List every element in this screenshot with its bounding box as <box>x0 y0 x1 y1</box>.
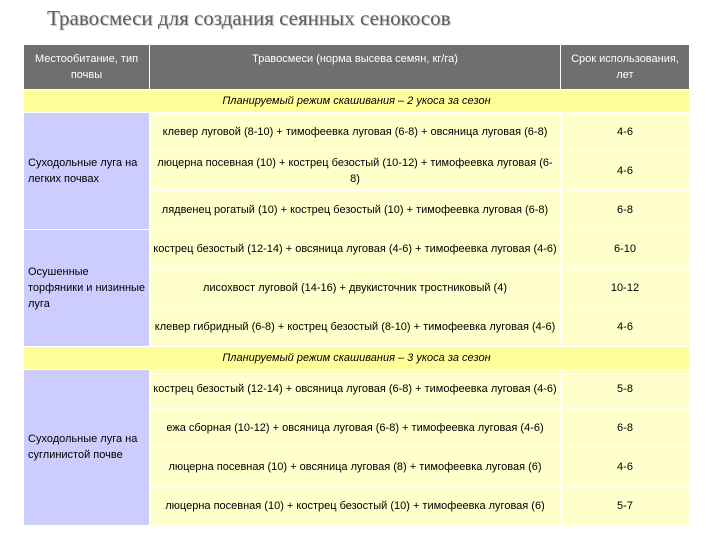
grass-mixtures-table <box>23 44 689 526</box>
mixture-cell: клевер луговой (8-10) + тимофеевка луговая (6-8) + овсяница луговая (6-8) <box>150 112 561 151</box>
habitat-cell: Осушенные торфяники и низинные луга <box>24 229 150 346</box>
mixture-cell: кострец безостый (12-14) + овсяница луговая (6-8) + тимофеевка луговая (4-6) <box>150 369 561 408</box>
term-cell: 6-8 <box>561 408 690 447</box>
term-cell: 5-7 <box>561 486 690 525</box>
term-cell: 6-8 <box>561 190 690 229</box>
term-cell: 10-12 <box>561 269 690 308</box>
header-term: Срок использования, лет <box>561 45 690 90</box>
mixture-cell: люцерна посевная (10) + овсяница луговая (8) + тимофеевка луговая (6) <box>150 447 561 486</box>
habitat-cell: Суходольные луга на легких почвах <box>24 112 150 229</box>
header-habitat: Местообитание, тип почвы <box>24 45 150 90</box>
page-title: Травосмеси для создания сеянных сенокосов <box>47 6 451 30</box>
term-cell: 5-8 <box>561 369 690 408</box>
habitat-cell: Суходольные луга на суглинистой почве <box>24 369 150 525</box>
mode-label: Планируемый режим скашивания – 2 укоса за сезон <box>24 90 690 113</box>
header-mixture: Травосмеси (норма высева семян, кг/га) <box>150 45 561 90</box>
mixture-cell: лядвенец рогатый (10) + кострец безостый (10) + тимофеевка луговая (6-8) <box>150 190 561 229</box>
table-row <box>24 229 690 268</box>
term-cell: 4-6 <box>561 447 690 486</box>
mixture-cell: ежа сборная (10-12) + овсяница луговая (6-8) + тимофеевка луговая (4-6) <box>150 408 561 447</box>
mixture-cell: клевер гибридный (6-8) + кострец безостый (8-10) + тимофеевка луговая (4-6) <box>150 308 561 347</box>
table-row <box>24 112 690 151</box>
term-cell: 4-6 <box>561 112 690 151</box>
term-cell: 6-10 <box>561 229 690 268</box>
term-cell: 4-6 <box>561 308 690 347</box>
term-cell: 4-6 <box>561 151 690 190</box>
mode-row-3-cuts <box>24 347 690 370</box>
mode-label: Планируемый режим скашивания – 3 укоса за сезон <box>24 347 690 370</box>
table-row <box>24 369 690 408</box>
table-header-row <box>24 45 690 90</box>
mixture-cell: кострец безостый (12-14) + овсяница луговая (4-6) + тимофеевка луговая (4-6) <box>150 229 561 268</box>
mixture-cell: лисохвост луговой (14-16) + двукисточник тростниковый (4) <box>150 269 561 308</box>
mixture-cell: люцерна посевная (10) + кострец безостый (10-12) + тимофеевка луговая (6-8) <box>150 151 561 190</box>
mixture-cell: люцерна посевная (10) + кострец безостый (10) + тимофеевка луговая (6) <box>150 486 561 525</box>
mode-row-2-cuts <box>24 90 690 113</box>
